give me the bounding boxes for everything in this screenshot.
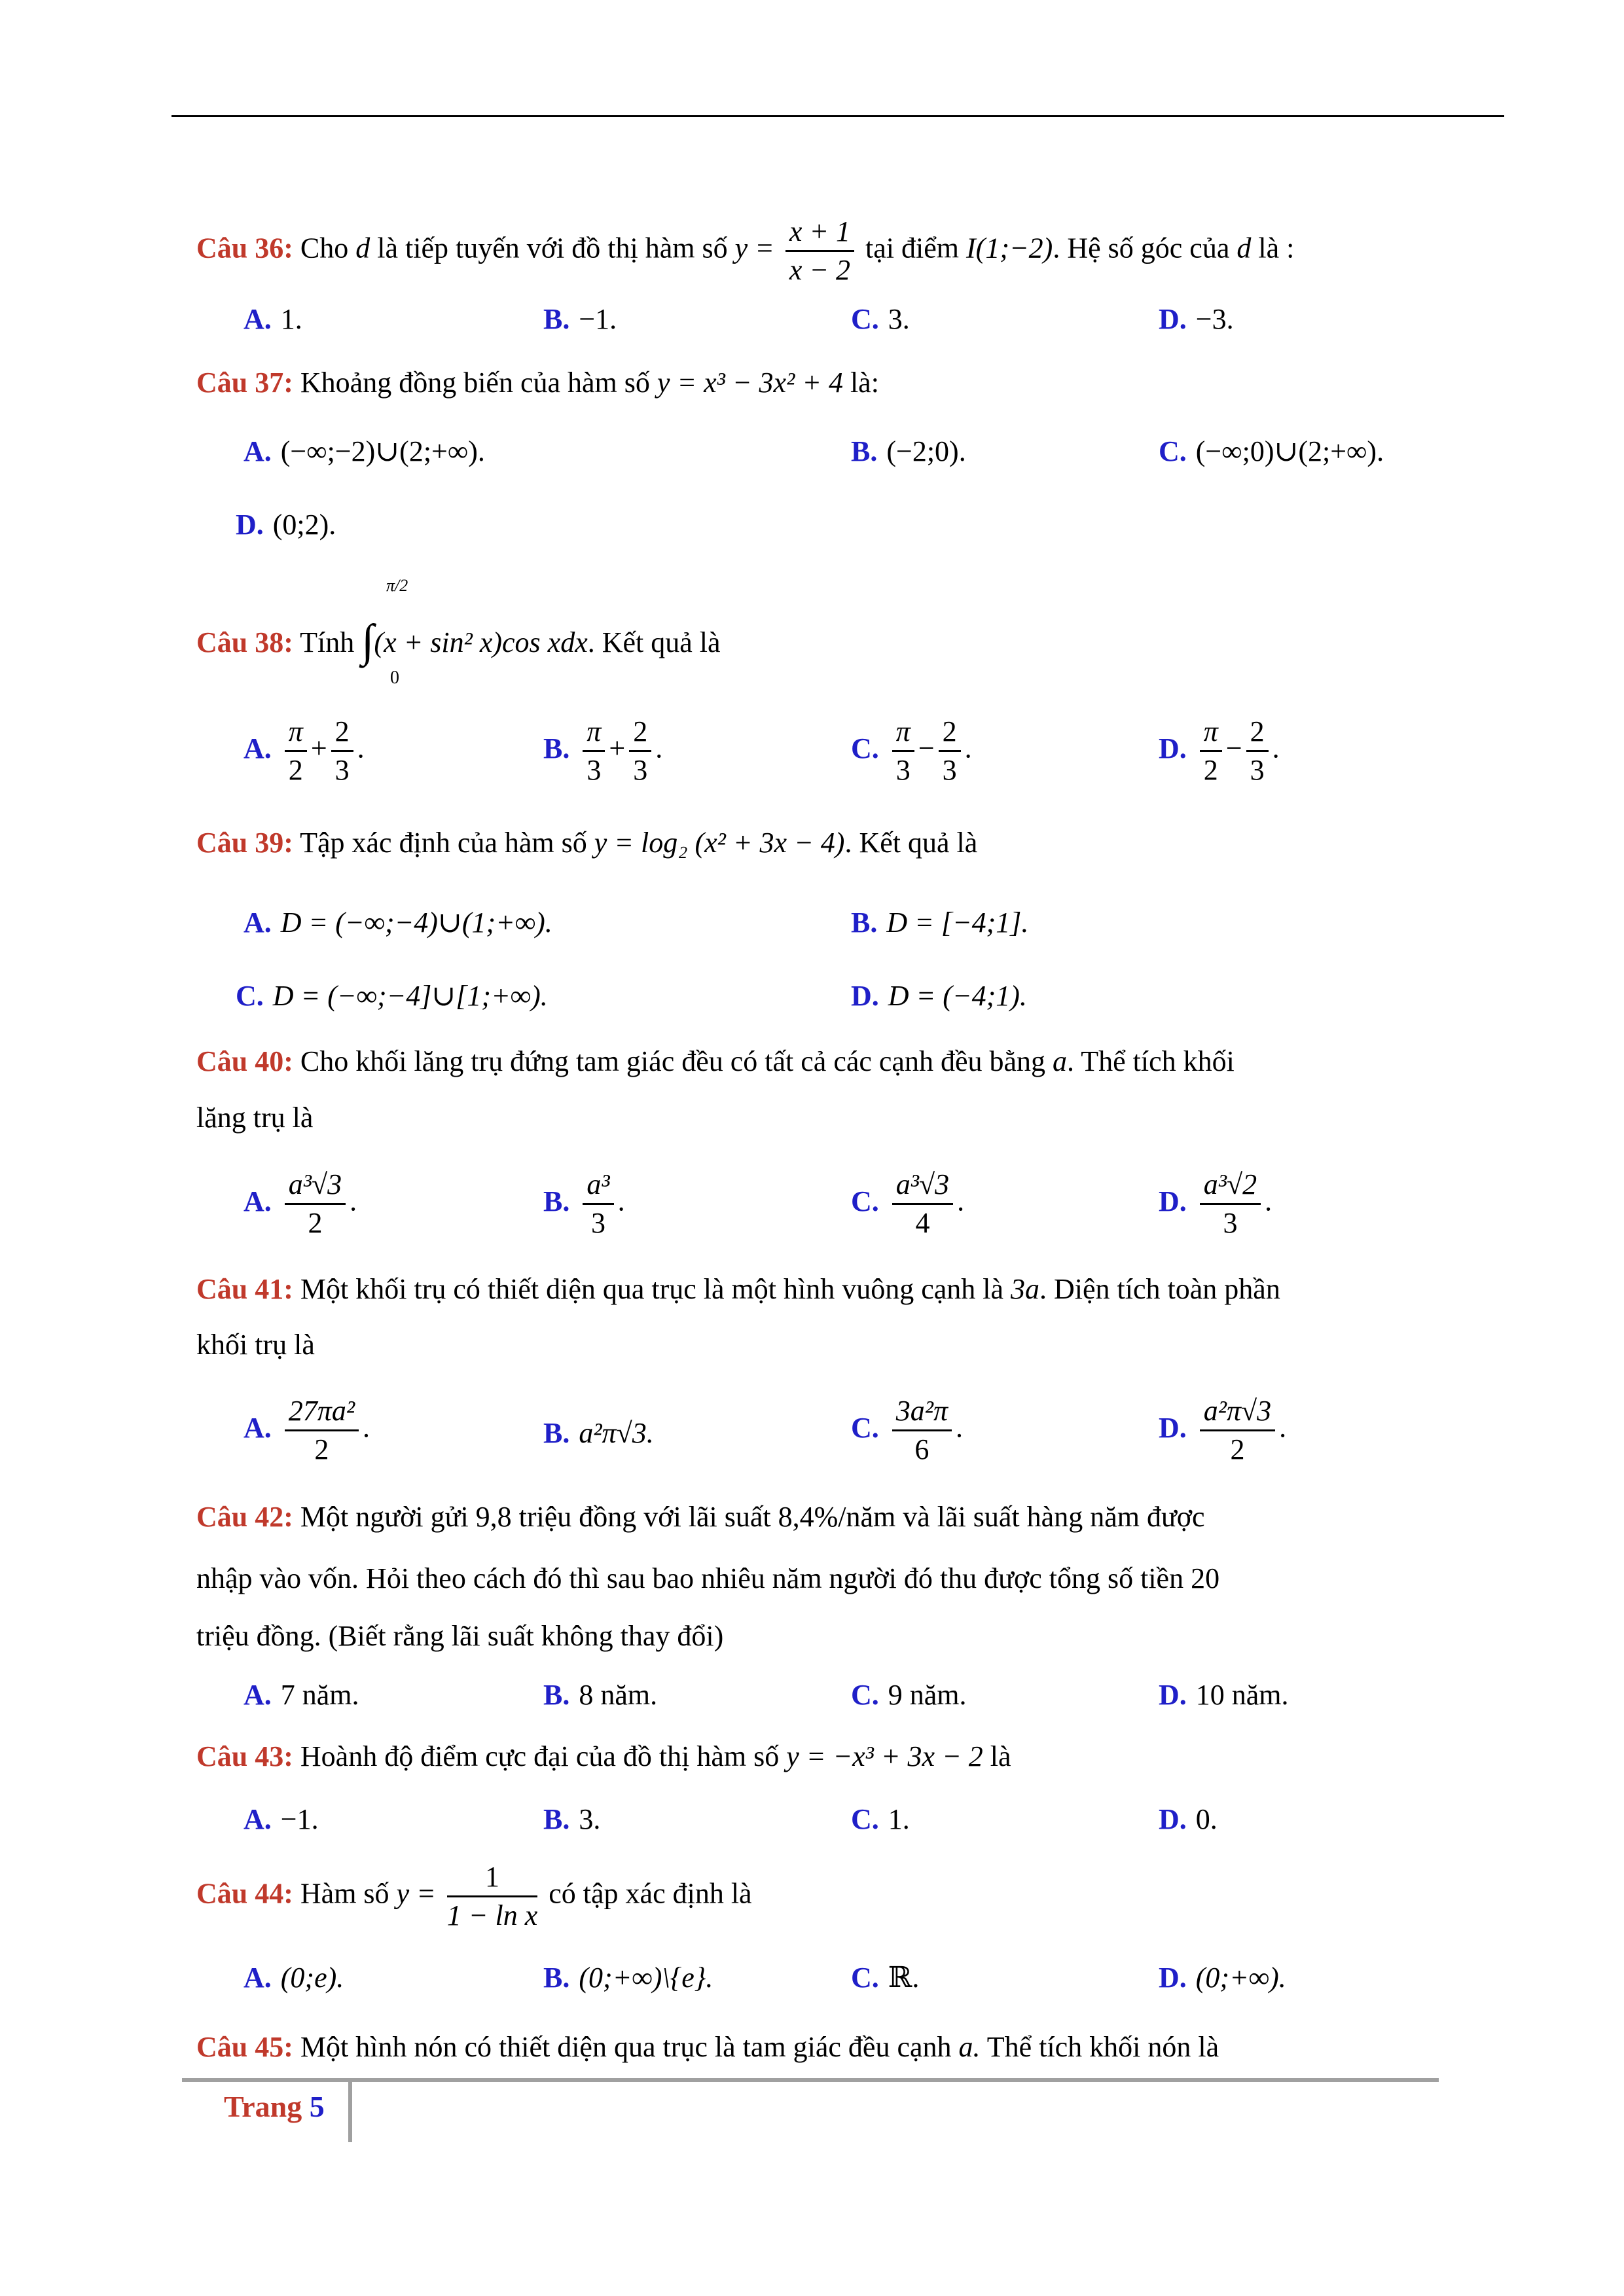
question-44: Câu 44: Hàm số y = $\frac{1}{\text{1 − ln x}}$ có tập xác định là: [196, 1859, 752, 1934]
option-a: A. $\frac{\text{a³√3}}{2}$ .: [244, 1166, 357, 1242]
option-a: A. −1.: [244, 1803, 319, 1835]
option-c: C. $\frac{\text{3a²π}}{6}$ .: [851, 1393, 963, 1468]
question-39: Câu 39: Tập xác định của hàm số y = log₂ (x² + 3x − 4). Kết quả là: [196, 827, 978, 859]
fraction: $\frac{x + 1}{x - 2}$: [785, 213, 854, 289]
option-d: D. $\frac{\pi}{2}$ − $\frac{2}{3}$ .: [1159, 713, 1280, 789]
question-41-line-2: khối trụ là: [196, 1329, 315, 1361]
integral-lower-limit: 0: [390, 668, 399, 688]
option-c: C. $\frac{\pi}{3}$ − $\frac{2}{3}$ .: [851, 713, 972, 789]
option-b: B. $\frac{\text{a³}}{3}$ .: [543, 1166, 625, 1242]
option-d: D. −3.: [1159, 303, 1234, 335]
option-d: D. 0.: [1159, 1803, 1218, 1835]
option-d: D. $\frac{\text{a²π√3}}{2}$ .: [1159, 1393, 1286, 1468]
question-42: Câu 42: Một người gửi 9,8 triệu đồng với lãi suất 8,4%/năm và lãi suất hàng năm được: [196, 1501, 1205, 1533]
option-b: B. D = [−4;1].: [851, 906, 1029, 939]
header-rule: [171, 115, 1504, 117]
option-c: C. D = (−∞;−4]∪[1;+∞).: [236, 980, 548, 1012]
option-d: D. (0;2).: [236, 509, 336, 541]
question-45: Câu 45: Một hình nón có thiết diện qua trục là tam giác đều cạnh a. Thể tích khối nón là: [196, 2031, 1219, 2063]
option-d: D. $\frac{\text{a³√2}}{3}$ .: [1159, 1166, 1272, 1242]
option-c: C. ℝ.: [851, 1962, 920, 1994]
question-42-line-3: triệu đồng. (Biết rằng lãi suất không thay đổi): [196, 1620, 724, 1652]
option-c: C. 1.: [851, 1803, 910, 1835]
option-b: B. 3.: [543, 1803, 601, 1835]
question-36: Câu 36: Cho d là tiếp tuyến với đồ thị hàm số y = $\frac{x + 1}{x - 2}$ tại điểm I(1;−2). Hệ số góc của d là :: [196, 213, 1294, 289]
option-a: A. $\frac{\pi}{2}$ + $\frac{2}{3}$ .: [244, 713, 365, 789]
option-a: A. (−∞;−2)∪(2;+∞).: [244, 435, 485, 467]
question-42-line-2: nhập vào vốn. Hỏi theo cách đó thì sau bao nhiêu năm người đó thu được tổng số tiền 20: [196, 1562, 1220, 1594]
footer-divider: [348, 2082, 352, 2142]
option-b: B. a²π√3.: [543, 1417, 654, 1449]
option-c: C. (−∞;0)∪(2;+∞).: [1159, 435, 1384, 467]
option-d: D. 10 năm.: [1159, 1679, 1289, 1711]
question-40-line-2: lăng trụ là: [196, 1102, 314, 1134]
question-37: Câu 37: Khoảng đồng biến của hàm số y = x³ − 3x² + 4 là:: [196, 367, 879, 399]
option-b: B. $\frac{\pi}{3}$ + $\frac{2}{3}$ .: [543, 713, 662, 789]
option-a: A. $\frac{\text{27πa²}}{2}$ .: [244, 1393, 370, 1468]
option-a: A. 7 năm.: [244, 1679, 359, 1711]
page-number: Trang 5: [224, 2090, 325, 2123]
option-b: B. 8 năm.: [543, 1679, 658, 1711]
question-40: Câu 40: Cho khối lăng trụ đứng tam giác đều có tất cả các cạnh đều bằng a. Thể tích khối: [196, 1045, 1235, 1077]
integral-upper-limit: π/2: [386, 576, 408, 595]
option-c: C. 9 năm.: [851, 1679, 967, 1711]
option-a: A. (0;e).: [244, 1962, 344, 1994]
question-43: Câu 43: Hoành độ điểm cực đại của đồ thị hàm số y = −x³ + 3x − 2 là: [196, 1740, 1011, 1772]
option-b: B. −1.: [543, 303, 617, 335]
option-b: B. (−2;0).: [851, 435, 966, 467]
integral-sign-icon: ∫: [361, 616, 374, 666]
option-c: C. $\frac{\text{a³√3}}{4}$ .: [851, 1166, 964, 1242]
option-b: B. (0;+∞)\{e}.: [543, 1962, 713, 1994]
option-c: C. 3.: [851, 303, 910, 335]
option-a: A. 1.: [244, 303, 302, 335]
option-a: A. D = (−∞;−4)∪(1;+∞).: [244, 906, 552, 939]
option-d: D. D = (−4;1).: [851, 980, 1027, 1012]
question-41: Câu 41: Một khối trụ có thiết diện qua trục là một hình vuông cạnh là 3a. Diện tích toàn phần: [196, 1273, 1280, 1305]
question-38: Câu 38: Tính ∫(x + sin² x)cos xdx. Kết quả là: [196, 616, 721, 666]
question-number: Câu 36:: [196, 232, 293, 264]
option-d: D. (0;+∞).: [1159, 1962, 1286, 1994]
footer-rule: [182, 2078, 1439, 2082]
